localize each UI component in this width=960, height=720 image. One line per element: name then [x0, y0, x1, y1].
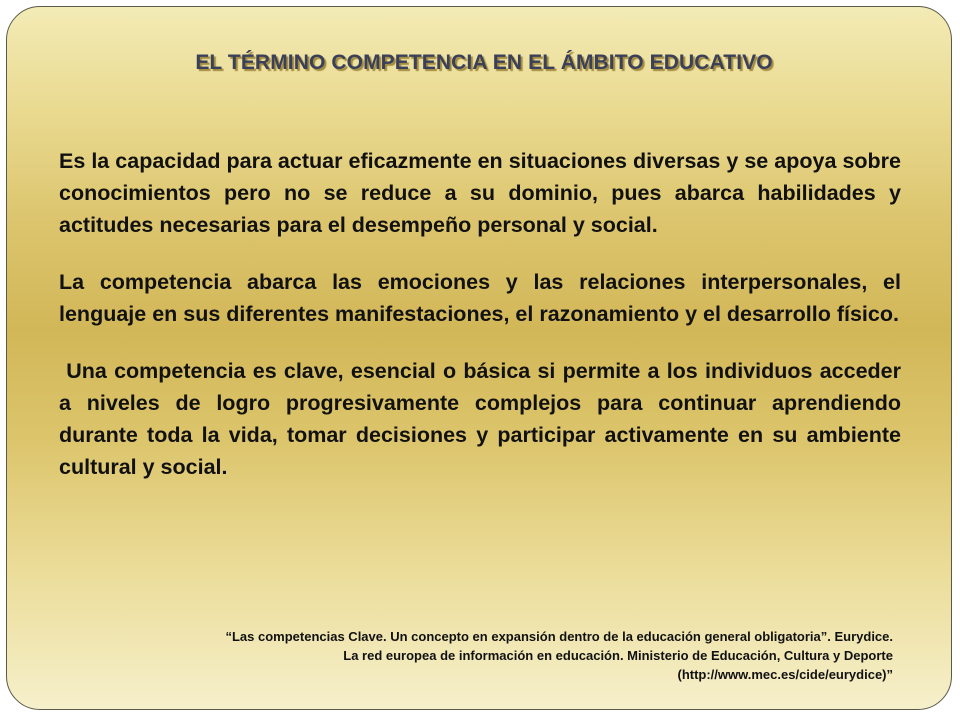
citation	[33, 627, 893, 684]
citation-line: (http://www.mec.es/cide/eurydice)”	[677, 667, 893, 682]
citation-line: La red europea de información en educación. Ministerio de Educación, Cultura y Deporte	[343, 648, 893, 663]
slide-title: EL TÉRMINO COMPETENCIA EN EL ÁMBITO EDUCATIVO	[195, 51, 773, 74]
slide-body	[59, 145, 907, 508]
slide-frame	[6, 6, 952, 710]
citation-line: “Las competencias Clave. Un concepto en expansión dentro de la educación general obligatoria”. Eurydice.	[225, 629, 893, 644]
paragraph-scope: La competencia abarca las emociones y las relaciones interpersonales, el lenguaje en sus diferentes manifestaciones, el razonamiento y el desarrollo físico.	[59, 270, 901, 326]
paragraph-definition: Es la capacidad para actuar eficazmente en situaciones diversas y se apoya sobre conocimientos pero no se reduce a su dominio, pues abarca habilidades y actitudes necesarias para el desempeño personal y social.	[59, 149, 901, 237]
paragraph-key-competence: Una competencia es clave, esencial o básica si permite a los individuos acceder a niveles de logro progresivamente complejos para continuar aprendiendo durante toda la vida, tomar decisiones y participar activamente en su ambiente cultural y social.	[59, 359, 907, 479]
